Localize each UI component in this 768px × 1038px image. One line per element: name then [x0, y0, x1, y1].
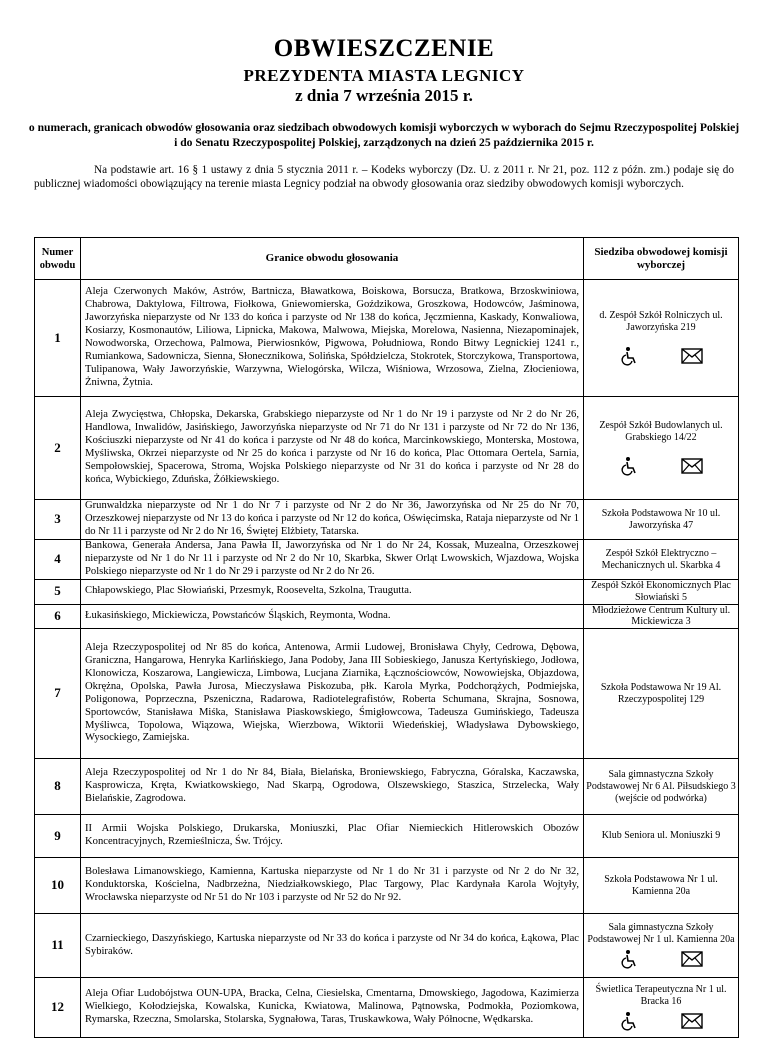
- district-seat: Zespół Szkół Elektryczno – Mechanicznych ul. Skarbka 4: [584, 540, 739, 580]
- district-seat-cell: [584, 978, 739, 1038]
- district-number: 8: [35, 759, 81, 815]
- envelope-icon: [681, 457, 703, 475]
- envelope-icon: [681, 950, 703, 968]
- table-row: [35, 858, 739, 914]
- district-streets: Czarnieckiego, Daszyńskiego, Kartuska nieparzyste od Nr 33 do końca i parzyste od Nr 34 do końca, Łąkowa, Plac Sybiraków.: [81, 914, 584, 978]
- district-seat: Zespół Szkół Ekonomicznych Plac Słowiański 5: [584, 580, 739, 605]
- seat-icons: [586, 456, 736, 476]
- table-row: [35, 759, 739, 815]
- district-seat: Sala gimnastyczna Szkoły Podstawowej Nr 6 Al. Piłsudskiego 3 (wejście od podwórka): [584, 759, 739, 815]
- district-number: 6: [35, 604, 81, 629]
- district-seat-cell: [584, 914, 739, 978]
- district-seat: Szkoła Podstawowa Nr 19 Al. Rzeczypospolitej 129: [584, 629, 739, 759]
- districts-table: [34, 237, 739, 1038]
- district-seat-cell: [584, 280, 739, 397]
- table-row: [35, 280, 739, 397]
- district-seat: Sala gimnastyczna Szkoły Podstawowej Nr 1 ul. Kamienna 20a: [587, 921, 735, 945]
- district-number: 4: [35, 540, 81, 580]
- district-number: 1: [35, 280, 81, 397]
- col-header-seat: Siedziba obwodowej komisji wyborczej: [584, 238, 739, 280]
- district-seat: Szkoła Podstawowa Nr 1 ul. Kamienna 20a: [584, 858, 739, 914]
- col-header-bounds: Granice obwodu głosowania: [81, 238, 584, 280]
- district-streets: Aleja Czerwonych Maków, Astrów, Bartnicza, Bławatkowa, Boiskowa, Borsucza, Bratkowa, Brzoskwiniowa, Chabrowa, Daktylowa, Filtrowa, Fiołkowa, Gniewomierska, Goździkowa, Groszkowa, Hodowców, Jaśminowa, Jaworzyńska nieparzyste od Nr 133 do końca i parzyste od Nr 138 do końca, Jęczmienna, Kaskady, Konwaliowa, Kosiarzy, Kosmonautów, Liliowa, Lipnicka, Makowa, Malwowa, Miejska, Morelowa, Nasienna, Niezapominajek, Nowodworska, Orzechowa, Palmowa, Pierwiosnków, Pigwowa, Południowa, Rondo Bitwy Legnickiej 1241 r., Rumiankowa, Sadownicza, Sienna, Słonecznikowa, Solińska, Spółdzielcza, Stokrotek, Storczykowa, Transportowa, Tulipanowa, Wały Jaworzyńskie, Warzywna, Wielogórska, Wilcza, Wiśniowa, Wrzosowa, Zielna, Złocieniowa, Żniwna, Żytnia.: [81, 280, 584, 397]
- table-row: [35, 540, 739, 580]
- district-streets: Aleja Ofiar Ludobójstwa OUN-UPA, Bracka, Celna, Ciesielska, Cmentarna, Dmowskiego, Jagodowa, Kazimierza Wielkiego, Kołodziejska, Kowalska, Kunicka, Kwiatowa, Malinowa, Pątnowska, Podmokła, Poziomkowa, Rymarska, Rzeczna, Smolarska, Stolarska, Sygnałowa, Taras, Truskawkowa, Wały Północne, Wędkarska.: [81, 978, 584, 1038]
- district-seat-cell: [584, 397, 739, 500]
- col-header-number: Numer obwodu: [35, 238, 81, 280]
- district-seat: Klub Seniora ul. Moniuszki 9: [584, 815, 739, 858]
- district-seat: d. Zespół Szkół Rolniczych ul. Jaworzyńska 219: [599, 310, 723, 333]
- table-row: [35, 500, 739, 540]
- district-seat: Młodzieżowe Centrum Kultury ul. Mickiewicza 3: [584, 604, 739, 629]
- table-row: [35, 815, 739, 858]
- district-number: 3: [35, 500, 81, 540]
- district-number: 7: [35, 629, 81, 759]
- table-row: [35, 604, 739, 629]
- seat-icons: [586, 1011, 736, 1031]
- district-streets: Aleja Rzeczypospolitej od Nr 1 do Nr 84, Biała, Bielańska, Broniewskiego, Fabryczna, Góralska, Kaczawska, Kasprowicza, Kręta, Kwiatkowskiego, Nad Skarpą, Ogrodowa, Olszewskiego, Staszica, Strzelecka, Wały Bielańskie, Zagrodowa.: [81, 759, 584, 815]
- district-streets: Grunwaldzka nieparzyste od Nr 1 do Nr 7 i parzyste od Nr 2 do Nr 36, Jaworzyńska od Nr 25 do Nr 70, Orzeszkowej nieparzyste od Nr 13 do końca i parzyste od Nr 12 do końca, Oświęcimska, Rataja nieparzyste od Nr 1 do Nr 11 i parzyste od Nr 2 do Nr 16, Świętej Elżbiety, Tatarska.: [81, 500, 584, 540]
- district-number: 2: [35, 397, 81, 500]
- table-row: [35, 914, 739, 978]
- district-streets: Bolesława Limanowskiego, Kamienna, Kartuska nieparzyste od Nr 1 do Nr 31 i parzyste od Nr 2 do Nr 32, Konduktorska, Kościelna, Nadbrzeżna, Niedziałkowskiego, Plac Targowy, Plac Kardynała Karola Wojtyły, Wrocławska nieparzyste od Nr 51 do Nr 103 i parzyste od Nr 52 do Nr 92.: [81, 858, 584, 914]
- wheelchair-icon: [619, 456, 639, 476]
- seat-icons: [586, 346, 736, 366]
- district-number: 12: [35, 978, 81, 1038]
- seat-icons: [586, 949, 736, 969]
- wheelchair-icon: [619, 346, 639, 366]
- envelope-icon: [681, 1012, 703, 1030]
- district-streets: Łukasińskiego, Mickiewicza, Powstańców Śląskich, Reymonta, Wodna.: [81, 604, 584, 629]
- district-streets: Bankowa, Generała Andersa, Jana Pawła II, Jaworzyńska od Nr 1 do Nr 24, Kossak, Muzealna, Orzeszkowej nieparzyste od Nr 1 do Nr 11 i parzyste od Nr 2 do Nr 10, Skarbka, Skwer Orląt Lwowskich, Wjazdowa, Wojska Polskiego nieparzyste od Nr 1 do Nr 29 i parzyste od Nr 2 do Nr 26.: [81, 540, 584, 580]
- district-number: 5: [35, 580, 81, 605]
- table-row: [35, 978, 739, 1038]
- document-date: z dnia 7 września 2015 r.: [295, 86, 473, 105]
- district-seat: Zespół Szkół Budowlanych ul. Grabskiego 14/22: [599, 420, 723, 443]
- table-row: [35, 397, 739, 500]
- district-streets: Chłapowskiego, Plac Słowiański, Przesmyk, Roosevelta, Szkolna, Traugutta.: [81, 580, 584, 605]
- district-number: 9: [35, 815, 81, 858]
- district-streets: Aleja Zwycięstwa, Chłopska, Dekarska, Grabskiego nieparzyste od Nr 1 do Nr 19 i parzyste od Nr 2 do Nr 26, Handlowa, Inwalidów, Jasińskiego, Jaworzyńska nieparzyste od Nr 71 do Nr 131 i parzyste od Nr 72 do Nr 136, Kościuszki nieparzyste od Nr 41 do końca i parzyste od Nr 48 do końca, Marcinkowskiego, Monterska, Mostowa, Myśliwska, Okrzei nieparzyste od Nr 25 do końca i parzyste od Nr 16 do końca, Plac Ottomara Oertela, Sarnia, Sempołowskiej, Spacerowa, Stroma, Wojska Polskiego nieparzyste od Nr 31 do końca i parzyste od Nr 28 do końca, Wybickiego, Zduńska, Żółkiewskiego.: [81, 397, 584, 500]
- district-number: 10: [35, 858, 81, 914]
- wheelchair-icon: [619, 1011, 639, 1031]
- document-about: o numerach, granicach obwodów głosowania oraz siedzibach obwodowych komisji wyborczych w wyborach do Sejmu Rzeczypospolitej Polskiej i do Senatu Rzeczypospolitej Polskiej, zarządzonych na dzień 25 października 2015 r.: [28, 121, 740, 149]
- district-streets: II Armii Wojska Polskiego, Drukarska, Moniuszki, Plac Ofiar Niemieckich Hitlerowskich Obozów Koncentracyjnych, Rzemieślnicza, Św. Trójcy.: [81, 815, 584, 858]
- document-title: OBWIESZCZENIE: [273, 35, 495, 62]
- wheelchair-icon: [619, 949, 639, 969]
- document-intro: Na podstawie art. 16 § 1 ustawy z dnia 5 stycznia 2011 r. – Kodeks wyborczy (Dz. U. z 2011 r. Nr 21, poz. 112 z późn. zm.) podaje się do publicznej wiadomości obowiązujący na terenie miasta Legnicy podział na obwody głosowania oraz siedziby obwodowych komisji wyborczych.: [34, 164, 734, 190]
- district-streets: Aleja Rzeczypospolitej od Nr 85 do końca, Antenowa, Armii Ludowej, Bronisława Chyły, Cedrowa, Dębowa, Graniczna, Hangarowa, Henryka Karlińskiego, Jana Podoby, Jana III Sobieskiego, Janusza Kertyńskiego, Jodłowa, Klonowicza, Koszarowa, Langiewicza, Limbowa, Lucjana Ziarnika, Łączności​owców, Nowowiejska, Objazdowa, Okrężna, Opolska, Pawła Jurosa, Mieczysława Piskozuba, płk. Karola Myrka, Podchorążych, Podmiejska, Poligonowa, Poprzeczna, Pszeniczna, Radarowa, Radiotelegrafistów, Roberta Schumana, Skrajna, Sosnowa, Sportowców, Stanisława Miśka, Stanisława Piaskowskiego, Śmigłowcowa, Tadeusza Gumińskiego, Tadeusza Myśliwca, Topolowa, Wiązowa, Wiejska, Wierzbowa, Wiktorii Wiedeńskiej, Władysława Dybowskiego, Wysockiego, Zamiejska.: [81, 629, 584, 759]
- envelope-icon: [681, 347, 703, 365]
- document-subtitle: PREZYDENTA MIASTA LEGNICY: [243, 66, 525, 85]
- district-seat: Świetlica Terapeutyczna Nr 1 ul. Bracka 16: [595, 983, 727, 1007]
- table-row: [35, 629, 739, 759]
- district-number: 11: [35, 914, 81, 978]
- table-row: [35, 580, 739, 605]
- district-seat: Szkoła Podstawowa Nr 10 ul. Jaworzyńska 47: [584, 500, 739, 540]
